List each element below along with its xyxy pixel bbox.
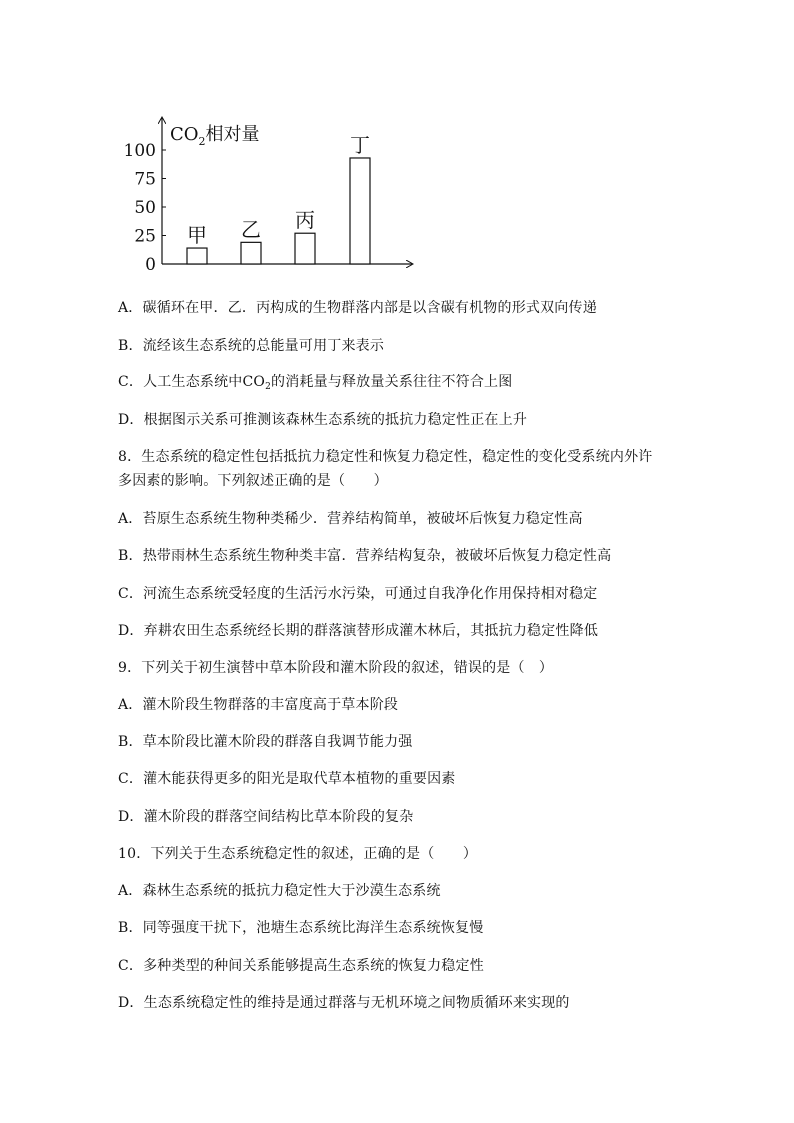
q8-stem-line2: 多因素的影响。下列叙述正确的是（ ）: [118, 473, 388, 489]
q9-option-b: B．草本阶段比灌木阶段的群落自我调节能力强: [118, 734, 413, 750]
q9-option-c: C．灌木能获得更多的阳光是取代草本植物的重要因素: [118, 771, 456, 787]
q10-option-d: D．生态系统稳定性的维持是通过群落与无机环境之间物质循环来实现的: [118, 995, 570, 1011]
bar-label-0: 甲: [187, 223, 207, 248]
y-tick-label: 50: [134, 198, 156, 218]
q7-option-c-pre: C．人工生态系统中CO: [118, 374, 266, 390]
q9-stem: 9．下列关于初生演替中草本阶段和灌木阶段的叙述，错误的是（ ）: [118, 660, 554, 676]
bar-3: [350, 158, 370, 264]
q7-option-c-sub: 2: [265, 382, 272, 392]
q7-option-c-post: 的消耗量与释放量关系往往不符合上图: [271, 374, 513, 390]
q8-stem-line1: 8．生态系统的稳定性包括抵抗力稳定性和恢复力稳定性，稳定性的变化受系统内外许: [118, 449, 653, 465]
bar-label-1: 乙: [241, 217, 261, 242]
y-tick-label: 25: [134, 226, 156, 247]
q7-option-c: [118, 372, 512, 394]
bar-2: [295, 233, 315, 264]
q9-option-a: A．灌木阶段生物群落的丰富度高于草本阶段: [118, 697, 399, 713]
bar-0: [187, 248, 207, 264]
q10-stem: 10．下列关于生态系统稳定性的叙述，正确的是（ ）: [118, 846, 478, 862]
q8-option-d: D．弃耕农田生态系统经长期的群落演替形成灌木林后，其抵抗力稳定性降低: [118, 623, 599, 639]
q7-option-a: A．碳循环在甲．乙．丙构成的生物群落内部是以含碳有机物的形式双向传递: [118, 300, 597, 316]
y-axis-label: [170, 124, 260, 148]
y-axis-label-main: CO: [170, 124, 199, 145]
q8-option-b: B．热带雨林生态系统生物种类丰富．营养结构复杂，被破坏后恢复力稳定性高: [118, 548, 612, 564]
y-axis-label-sub: 2: [198, 135, 206, 148]
q8-option-a: A．苔原生态系统生物种类稀少．营养结构简单，被破坏后恢复力稳定性高: [118, 511, 583, 527]
y-tick-label: 0: [145, 255, 156, 275]
q9-option-d: D．灌木阶段的群落空间结构比草本阶段的复杂: [118, 809, 414, 825]
y-axis-label-rest: 相对量: [205, 124, 260, 145]
bar-label-2: 丙: [295, 208, 315, 233]
q7-option-d: D．根据图示关系可推测该森林生态系统的抵抗力稳定性正在上升: [118, 412, 528, 428]
y-tick-label: 100: [123, 141, 156, 161]
q8-option-c: C．河流生态系统受轻度的生活污水污染，可通过自我净化作用保持相对稳定: [118, 586, 598, 602]
bar-1: [241, 242, 261, 264]
q7-option-b: B．流经该生态系统的总能量可用丁来表示: [118, 338, 385, 354]
co2-bar-chart: [118, 112, 428, 277]
q10-option-a: A．森林生态系统的抵抗力稳定性大于沙漠生态系统: [118, 883, 441, 899]
q10-option-c: C．多种类型的种间关系能够提高生态系统的恢复力稳定性: [118, 958, 484, 974]
bar-label-3: 丁: [350, 132, 370, 157]
q10-option-b: B．同等强度干扰下，池塘生态系统比海洋生态系统恢复慢: [118, 920, 484, 936]
y-tick-label: 75: [134, 169, 156, 190]
